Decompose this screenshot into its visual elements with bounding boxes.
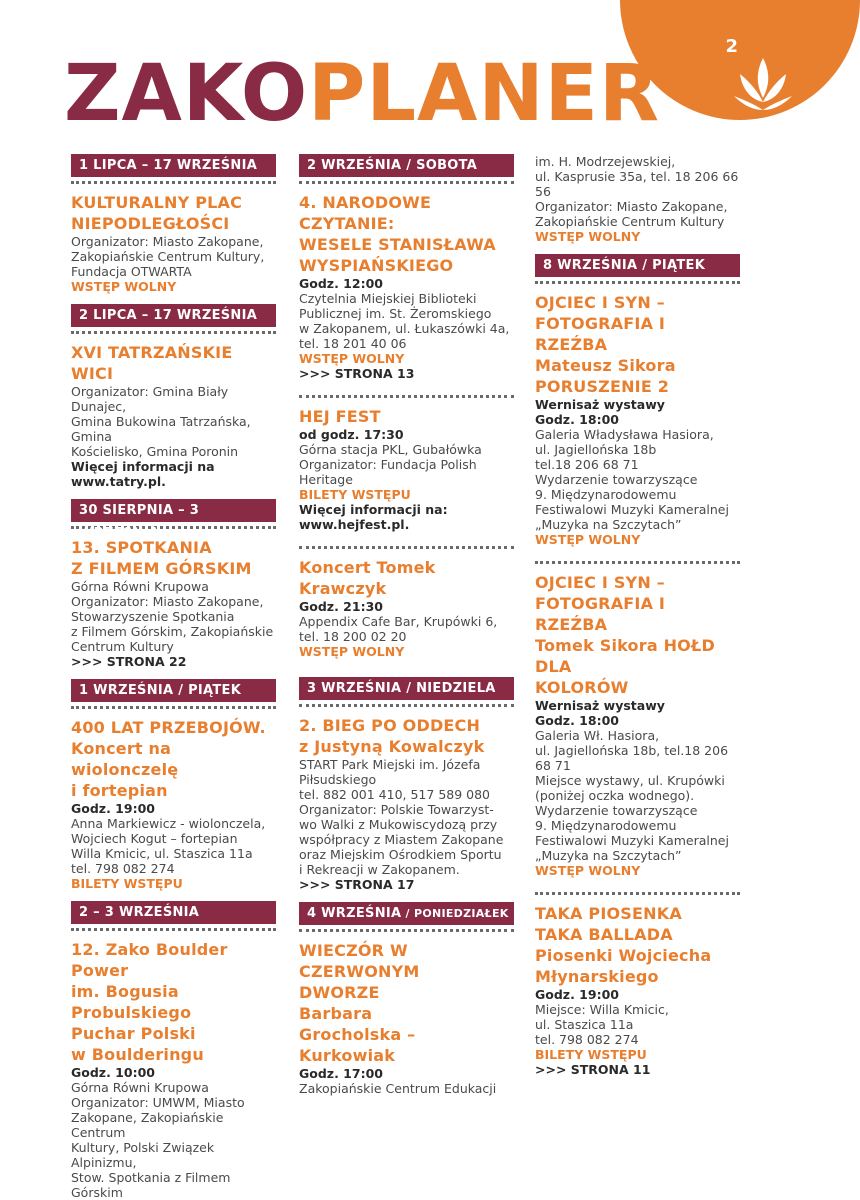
event-time: Godz. 17:00 bbox=[299, 1066, 383, 1081]
entry-badge: WSTĘP WOLNY bbox=[71, 279, 177, 294]
entry-badge: WSTĘP WOLNY bbox=[535, 863, 641, 878]
entry-badge: WSTĘP WOLNY bbox=[535, 532, 641, 547]
event-info: (poniżej oczka wodnego). bbox=[535, 788, 695, 803]
page-number: 2 bbox=[725, 36, 738, 57]
website-link[interactable]: www.hejfest.pl. bbox=[299, 517, 410, 532]
event-title: Barbara bbox=[299, 1004, 373, 1023]
event-info: tel.18 206 68 71 bbox=[535, 457, 639, 472]
event-title: Grocholska – Kurkowiak bbox=[299, 1025, 416, 1065]
event-info: Wydarzenie towarzyszące bbox=[535, 472, 698, 487]
event-info: Festiwalowi Muzyki Kameralnej bbox=[535, 833, 729, 848]
event-info: „Muzyka na Szczytach” bbox=[535, 517, 682, 532]
event-info: Zakopiańskie Centrum Kultury bbox=[535, 214, 725, 229]
event-info: z Filmem Górskim, Zakopiańskie bbox=[71, 624, 274, 639]
event-time: Godz. 19:00 bbox=[535, 987, 619, 1002]
entry-badge: BILETY WSTĘPU bbox=[71, 876, 183, 891]
event-info: Festiwalowi Muzyki Kameralnej bbox=[535, 502, 729, 517]
dotted-divider bbox=[299, 395, 514, 398]
date-band: 30 SIERPNIA – 3 WRZEŚNIA bbox=[71, 499, 276, 522]
band-date: 4 WRZEŚNIA bbox=[307, 906, 402, 921]
event-time: Godz. 21:30 bbox=[299, 599, 383, 614]
event-info: Zakopiańskie Centrum Edukacji bbox=[299, 1081, 497, 1096]
event-title: DWORZE bbox=[299, 983, 380, 1002]
event-title: Koncert Tomek Krawczyk bbox=[299, 558, 436, 598]
event-info: Heritage bbox=[299, 472, 353, 487]
event-info: tel. 798 082 274 bbox=[71, 861, 175, 876]
event-title: WYSPIAŃSKIEGO bbox=[299, 256, 454, 275]
event-subtitle: Wernisaż wystawy bbox=[535, 397, 665, 412]
event-info: Anna Markiewicz - wiolonczela, bbox=[71, 816, 266, 831]
more-info-text: Więcej informacji na: bbox=[299, 502, 448, 517]
date-band: 2 – 3 WRZEŚNIA bbox=[71, 901, 276, 924]
event-title: 12. Zako Boulder Power bbox=[71, 940, 228, 980]
event-info: Górna Równi Krupowa bbox=[71, 579, 209, 594]
dotted-divider bbox=[71, 928, 276, 931]
entry-badge: WSTĘP WOLNY bbox=[299, 644, 405, 659]
event-title: Tomek Sikora HOŁD DLA bbox=[535, 636, 715, 676]
event-title: z Justyną Kowalczyk bbox=[299, 737, 485, 756]
event-time: Godz. 19:00 bbox=[71, 801, 155, 816]
event-info: im. H. Modrzejewskiej, bbox=[535, 154, 676, 169]
event-info: Galeria Wł. Hasiora, bbox=[535, 728, 660, 743]
event-info: ul. Jagiellońska 18b, tel.18 206 68 71 bbox=[535, 743, 729, 773]
dotted-divider bbox=[535, 561, 740, 564]
dotted-divider bbox=[71, 181, 276, 184]
event-info: Kultury, Polski Związek Alpinizmu, bbox=[71, 1140, 215, 1170]
page-reference[interactable]: >>> STRONA 11 bbox=[535, 1062, 651, 1077]
event-info: Organizator: Miasto Zakopane, bbox=[535, 199, 728, 214]
dotted-divider bbox=[299, 546, 514, 549]
event-time: Godz. 18:00 bbox=[535, 713, 619, 728]
event-subtitle: Wernisaż wystawy bbox=[535, 698, 665, 713]
event-info: Publicznej im. St. Żeromskiego bbox=[299, 306, 492, 321]
event-title: Koncert na wiolonczelę bbox=[71, 739, 179, 779]
event-info: START Park Miejski im. Józefa bbox=[299, 757, 481, 772]
column-3 bbox=[535, 154, 740, 1077]
event-title: i fortepian bbox=[71, 781, 168, 800]
event-title: XVI TATRZAŃSKIE WICI bbox=[71, 343, 233, 383]
event-info: Wojciech Kogut – fortepian bbox=[71, 831, 238, 846]
event-info: Organizator: Miasto Zakopane, bbox=[71, 594, 264, 609]
event-title: KOLORÓW bbox=[535, 678, 629, 697]
event-info: Organizator: Polskie Towarzyst- bbox=[299, 802, 494, 817]
event-title: Z FILMEM GÓRSKIM bbox=[71, 559, 252, 578]
event-info: Wydarzenie towarzyszące bbox=[535, 803, 698, 818]
page-reference[interactable]: >>> STRONA 17 bbox=[299, 877, 415, 892]
event-title: TAKA BALLADA bbox=[535, 925, 673, 944]
event-info: Organizator: Fundacja Polish bbox=[299, 457, 477, 472]
event-info: Fundacja OTWARTA bbox=[71, 264, 192, 279]
dotted-divider bbox=[299, 181, 514, 184]
event-title: 400 LAT PRZEBOJÓW. bbox=[71, 718, 266, 737]
dotted-divider bbox=[71, 331, 276, 334]
date-band bbox=[299, 902, 514, 925]
date-band: 1 LIPCA – 17 WRZEŚNIA bbox=[71, 154, 276, 177]
event-info: ul. Kasprusie 35a, tel. 18 206 66 56 bbox=[535, 169, 739, 199]
column-2 bbox=[299, 154, 514, 1096]
event-info: Galeria Władysława Hasiora, bbox=[535, 427, 714, 442]
event-info: tel. 18 200 02 20 bbox=[299, 629, 407, 644]
logo-zako: ZAKO bbox=[64, 49, 309, 139]
event-info: współpracy z Miastem Zakopane bbox=[299, 832, 504, 847]
event-info: Willa Kmicic, ul. Staszica 11a bbox=[71, 846, 253, 861]
event-info: Gmina Bukowina Tatrzańska, Gmina bbox=[71, 414, 251, 444]
event-info: tel. 798 082 274 bbox=[535, 1032, 639, 1047]
dotted-divider bbox=[535, 892, 740, 895]
event-info: Organizator: Miasto Zakopane, bbox=[71, 234, 264, 249]
dotted-divider bbox=[71, 706, 276, 709]
event-info: 9. Międzynarodowemu bbox=[535, 818, 677, 833]
event-info: wo Walki z Mukowiscydozą przy bbox=[299, 817, 498, 832]
event-info: ul. Jagiellońska 18b bbox=[535, 442, 657, 457]
zakoplaner-logo bbox=[64, 49, 661, 139]
entry-badge: WSTĘP WOLNY bbox=[299, 351, 405, 366]
event-title: Puchar Polski bbox=[71, 1024, 196, 1043]
event-title: Mateusz Sikora bbox=[535, 356, 676, 375]
event-info: Miejsce wystawy, ul. Krupówki bbox=[535, 773, 725, 788]
event-info: Kościelisko, Gmina Poronin bbox=[71, 444, 239, 459]
event-time: Godz. 12:00 bbox=[299, 276, 383, 291]
event-title: TAKA PIOSENKA bbox=[535, 904, 682, 923]
entry-badge: WSTĘP WOLNY bbox=[535, 229, 641, 244]
page-reference[interactable]: >>> STRONA 22 bbox=[71, 654, 187, 669]
event-title: HEJ FEST bbox=[299, 407, 381, 426]
date-band: 8 WRZEŚNIA / PIĄTEK bbox=[535, 254, 740, 277]
dotted-divider bbox=[299, 929, 514, 932]
entry-badge: BILETY WSTĘPU bbox=[535, 1047, 647, 1062]
event-info: 9. Międzynarodowemu bbox=[535, 487, 677, 502]
more-info-link[interactable]: Więcej informacji na www.tatry.pl. bbox=[71, 459, 215, 489]
dotted-divider bbox=[535, 281, 740, 284]
column-1 bbox=[71, 154, 276, 1200]
date-band: 2 LIPCA – 17 WRZEŚNIA bbox=[71, 304, 276, 327]
event-info: tel. 882 001 410, 517 589 080 bbox=[299, 787, 491, 802]
event-title: OJCIEC I SYN – bbox=[535, 293, 665, 312]
event-title: OJCIEC I SYN – bbox=[535, 573, 665, 592]
event-title: KULTURALNY PLAC bbox=[71, 193, 243, 212]
band-weekday: / PONIEDZIAŁEK bbox=[401, 907, 509, 920]
event-title: Młynarskiego bbox=[535, 967, 659, 986]
entry-badge: BILETY WSTĘPU bbox=[299, 487, 411, 502]
date-band: 2 WRZEŚNIA / SOBOTA bbox=[299, 154, 514, 177]
event-info: Piłsudskiego bbox=[299, 772, 377, 787]
event-time: od godz. 17:30 bbox=[299, 427, 404, 442]
event-title: NIEPODLEGŁOŚCI bbox=[71, 214, 230, 233]
leaf-ornament-icon bbox=[732, 54, 794, 114]
page-reference[interactable]: >>> STRONA 13 bbox=[299, 366, 415, 381]
event-info: Organizator: Gmina Biały Dunajec, bbox=[71, 384, 229, 414]
date-band: 1 WRZEŚNIA / PIĄTEK bbox=[71, 679, 276, 702]
event-title: 13. SPOTKANIA bbox=[71, 538, 212, 557]
event-title: WESELE STANISŁAWA bbox=[299, 235, 496, 254]
event-info: Miejsce: Willa Kmicic, bbox=[535, 1002, 669, 1017]
event-title: FOTOGRAFIA I RZEŹBA bbox=[535, 594, 666, 634]
event-info: Górna Równi Krupowa bbox=[71, 1080, 209, 1095]
event-time: Godz. 10:00 bbox=[71, 1065, 155, 1080]
event-info: Stow. Spotkania z Filmem Górskim bbox=[71, 1170, 231, 1200]
event-title: PORUSZENIE 2 bbox=[535, 377, 670, 396]
event-info: ul. Staszica 11a bbox=[535, 1017, 634, 1032]
event-info: Zakopane, Zakopiańskie Centrum bbox=[71, 1110, 224, 1140]
event-time: Godz. 18:00 bbox=[535, 412, 619, 427]
event-info: w Zakopanem, ul. Łukaszówki 4a, bbox=[299, 321, 510, 336]
event-info: Czytelnia Miejskiej Biblioteki bbox=[299, 291, 477, 306]
event-info: Górna stacja PKL, Gubałówka bbox=[299, 442, 482, 457]
event-title: Piosenki Wojciecha bbox=[535, 946, 712, 965]
event-title: im. Bogusia Probulskiego bbox=[71, 982, 192, 1022]
event-info: Appendix Cafe Bar, Krupówki 6, bbox=[299, 614, 498, 629]
event-title: 4. NARODOWE CZYTANIE: bbox=[299, 193, 432, 233]
event-info: Zakopiańskie Centrum Kultury, bbox=[71, 249, 265, 264]
event-info: Stowarzyszenie Spotkania bbox=[71, 609, 235, 624]
event-title: w Boulderingu bbox=[71, 1045, 204, 1064]
event-title: FOTOGRAFIA I RZEŹBA bbox=[535, 314, 666, 354]
event-info: Centrum Kultury bbox=[71, 639, 174, 654]
event-info: tel. 18 201 40 06 bbox=[299, 336, 407, 351]
event-info: „Muzyka na Szczytach” bbox=[535, 848, 682, 863]
dotted-divider bbox=[299, 704, 514, 707]
event-info: oraz Miejskim Ośrodkiem Sportu bbox=[299, 847, 502, 862]
event-title: WIECZÓR W CZERWONYM bbox=[299, 941, 420, 981]
event-info: i Rekreacji w Zakopanem. bbox=[299, 862, 460, 877]
event-info: Organizator: UMWM, Miasto bbox=[71, 1095, 245, 1110]
event-title: 2. BIEG PO ODDECH bbox=[299, 716, 481, 735]
date-band: 3 WRZEŚNIA / NIEDZIELA bbox=[299, 677, 514, 700]
logo-planer: PLANER bbox=[308, 49, 661, 139]
